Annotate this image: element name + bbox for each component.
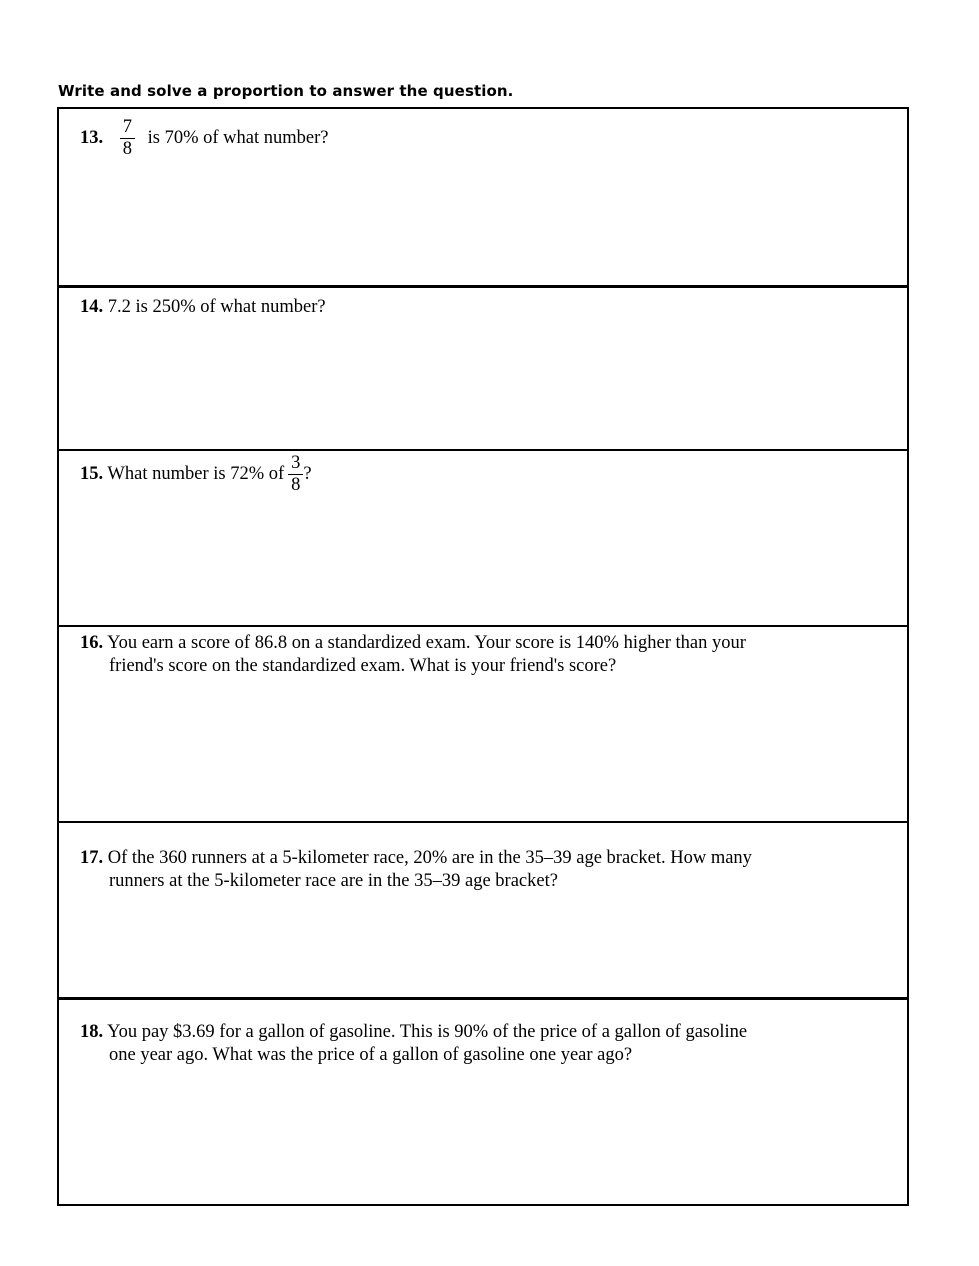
problem-15 [80, 453, 312, 496]
problem-text-line-2: runners at the 5-kilometer race are in the 35–39 age bracket? [109, 871, 558, 891]
problem-text-line-2: friend's score on the standardized exam. What is your friend's score? [109, 656, 617, 676]
problem-14 [80, 296, 326, 319]
problem-number: 14. [80, 297, 104, 317]
problem-text-line-1: You pay $3.69 for a gallon of gasoline. This is 90% of the price of a gallon of gasoline [107, 1022, 748, 1042]
problem-13-cell[interactable] [59, 109, 907, 285]
problem-15-cell[interactable] [59, 449, 907, 625]
fraction [120, 117, 135, 160]
problem-17-cell[interactable] [59, 821, 907, 997]
problem-text-line-1: Of the 360 runners at a 5-kilometer race, 20% are in the 35–39 age bracket. How many [107, 848, 752, 868]
problem-number: 18. [80, 1022, 104, 1042]
problem-text-line-1: You earn a score of 86.8 on a standardized exam. Your score is 140% higher than your [107, 633, 746, 653]
problem-text-after: ? [303, 463, 312, 484]
fraction-numerator: 3 [288, 453, 303, 475]
problem-14-cell[interactable] [59, 285, 907, 449]
problem-number: 15. [80, 463, 104, 484]
problem-text: 7.2 is 250% of what number? [107, 297, 326, 317]
problem-text-before: What number is 72% of [107, 463, 285, 484]
problem-number: 17. [80, 848, 104, 868]
problem-text: is 70% of what number? [147, 127, 329, 148]
problem-16 [80, 632, 746, 678]
problem-grid [57, 107, 909, 1206]
fraction-denominator: 8 [291, 475, 301, 495]
fraction-numerator: 7 [120, 117, 135, 139]
problem-18 [80, 1021, 747, 1067]
fraction [288, 453, 303, 496]
problem-17 [80, 847, 752, 893]
instructions-heading: Write and solve a proportion to answer the question. [58, 82, 514, 100]
problem-13 [80, 117, 328, 160]
fraction-denominator: 8 [122, 139, 132, 159]
problem-16-cell[interactable] [59, 625, 907, 821]
problem-number: 13. [80, 127, 104, 148]
problem-number: 16. [80, 633, 104, 653]
problem-text-line-2: one year ago. What was the price of a gallon of gasoline one year ago? [109, 1045, 633, 1065]
problem-18-cell[interactable] [59, 997, 907, 1204]
